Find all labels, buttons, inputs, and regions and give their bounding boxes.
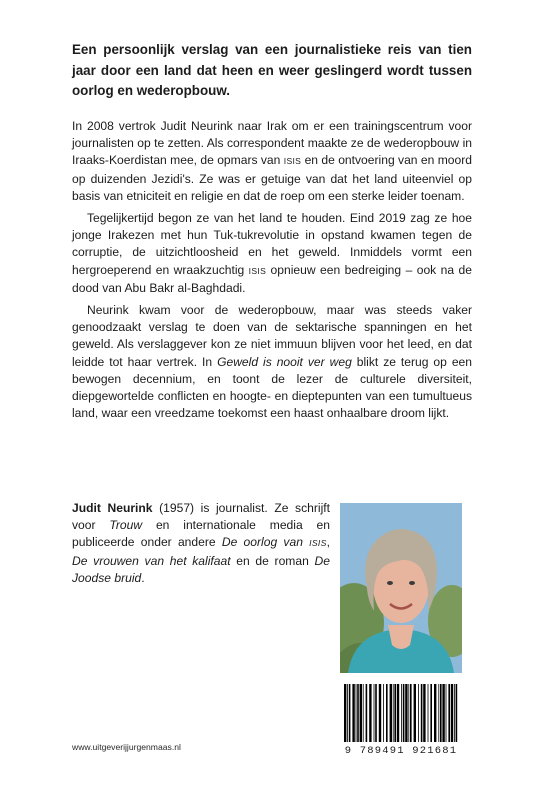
publisher-website: www.uitgeverijjurgenmaas.nl [72, 742, 181, 752]
isis-acronym: ISIS [283, 156, 302, 167]
blurb-text: Neurink kwam voor de wederopbouw, maar was steeds vaker genoodzaakt verslag te doen van de sektarische spanningen en het geweld. Als verslaggever kon ze niet immuun blijven voor het leed, en dat leidde tot haar vertrek. In [72, 303, 472, 369]
barcode-bars [340, 684, 462, 744]
blurb-paragraph-3 [72, 302, 472, 422]
bio-text: en de roman [230, 553, 315, 568]
bio-text: . [141, 570, 145, 585]
bio-text: (1957) is journalist. Ze schrijft voor [72, 501, 330, 533]
intro-text: Een persoonlijk verslag van een journalistieke reis van tien jaar door een land dat heen en weer geslingerd wordt tussen oorlog en wederopbouw. [72, 42, 472, 98]
book-title-3: De Joodse bruid [72, 553, 330, 585]
book-title-1-text: De oorlog van [221, 535, 310, 550]
blurb-text: Tegelijkertijd begon ze van het land te houden. Eind 2019 zag ze hoe jonge Irakezen met hun Tuk-tukrevolutie in opstand kwamen tegen de corruptie, de uitzichtloosheid en het geweld. Inmiddels vormt een hergroeperend en wraakzuchtig [72, 211, 472, 277]
isis-acronym: ISIS [248, 265, 267, 276]
blurb [72, 118, 472, 422]
author-bio [72, 500, 330, 587]
blurb-text: In 2008 vertrok Judit Neurink naar Irak om er een trainingscentrum voor journalisten op te zetten. Als correspondent maakte ze de wederopbouw in Iraaks-Koerdistan mee, de opmars van [72, 119, 472, 168]
book-title: Geweld is nooit ver weg [217, 354, 352, 369]
bio-text: en internationale media en publiceerde onder andere [72, 518, 330, 550]
author-photo [340, 503, 462, 673]
book-title-2: De vrouwen van het kalifaat [72, 553, 231, 568]
isbn-number: 9 789491 921681 [344, 745, 458, 757]
isis-acronym: ISIS [309, 538, 327, 549]
author-name: Judit Neurink [72, 501, 153, 515]
book-title-1 [222, 535, 327, 549]
blurb-text: opnieuw een bedreiging – ook na de dood van Abu Bakr al-Baghdadi. [72, 262, 472, 295]
blurb-text: blikt ze terug op een bewogen decennium, en toont de lezer de culturele diversiteit, diepgewortelde conflicten en hoogte- en dieptepunten van een tumultueus land, waar een vreedzame toekomst een haast onhaalbare droom lijkt. [72, 354, 472, 421]
bio-text: , [326, 535, 330, 550]
blurb-paragraph-2 [72, 210, 472, 297]
blurb-text: en de ontvoering van en moord op duizenden Jezidi's. Ze was er getuige van dat het land uiteenviel op basis van etniciteit en religie en dat de roep om een sterke leider toenam. [72, 153, 472, 203]
blurb-paragraph-1 [72, 118, 472, 205]
newspaper-name: Trouw [109, 518, 143, 533]
author-portrait-image [340, 503, 462, 673]
